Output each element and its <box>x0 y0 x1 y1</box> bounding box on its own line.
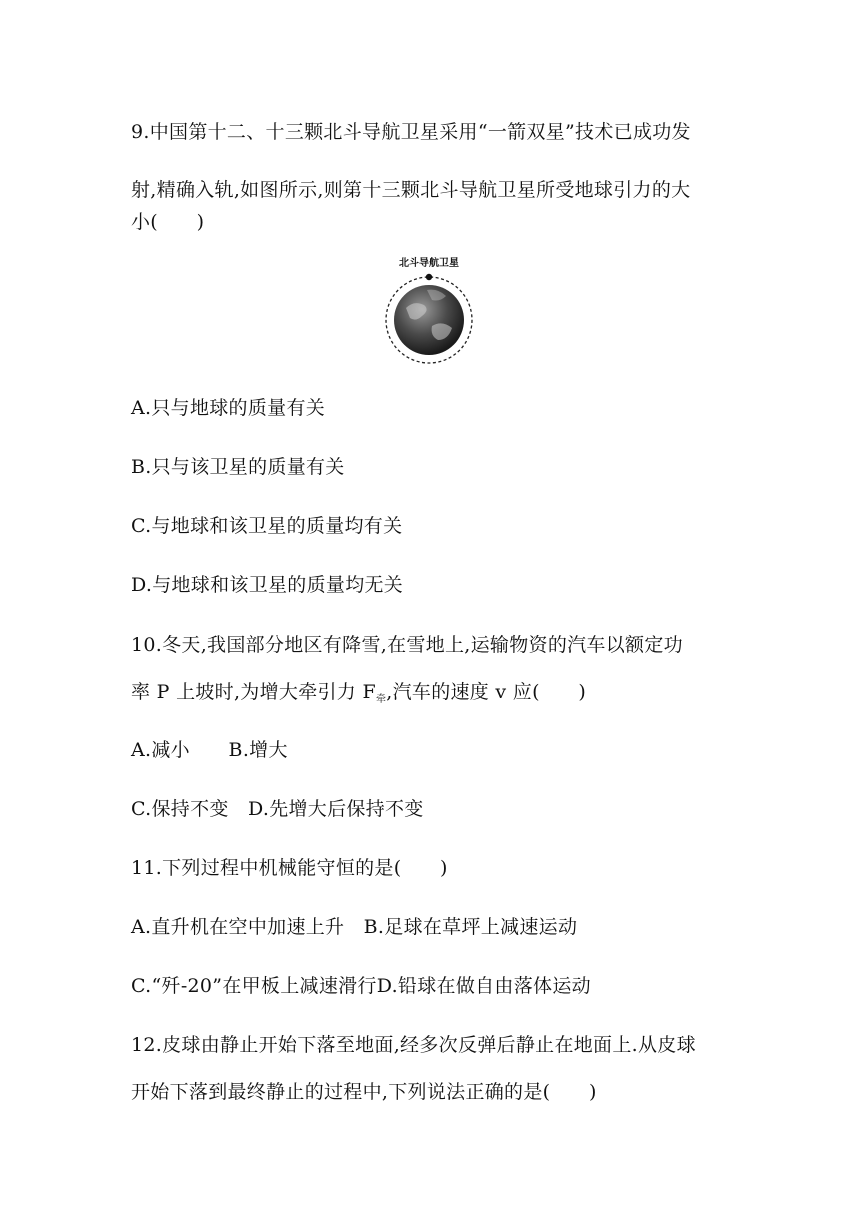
question-12-text-line-1: 12.皮球由静止开始下落至地面,经多次反弹后静止在地面上.从皮球 <box>131 1034 696 1056</box>
question-10-options-row-2: C.保持不变 D.先增大后保持不变 <box>131 798 424 820</box>
question-9-option-d: D.与地球和该卫星的质量均无关 <box>131 574 404 596</box>
question-11-options-row-2: C.“歼-20”在甲板上减速滑行D.铅球在做自由落体运动 <box>131 975 591 997</box>
question-9-text-line-1: 9.中国第十二、十三颗北斗导航卫星采用“一箭双星”技术已成功发 <box>131 121 691 143</box>
question-9-option-b: B.只与该卫星的质量有关 <box>131 456 345 478</box>
question-10-options-row-1: A.减小 B.增大 <box>131 739 288 761</box>
question-10-text-line-2 <box>131 677 586 704</box>
question-9-text-line-3: 小( ) <box>131 211 205 233</box>
satellite-label: 北斗导航卫星 <box>399 258 459 269</box>
question-12-text-line-2: 开始下落到最终静止的过程中,下列说法正确的是( ) <box>131 1081 597 1103</box>
question-10-text-before-sub: 率 P 上坡时,为增大牵引力 F <box>131 681 376 703</box>
question-10-subscript: 牵 <box>375 694 387 705</box>
question-11-text: 11.下列过程中机械能守恒的是( ) <box>131 857 448 879</box>
question-10-text-after-sub: ,汽车的速度 v 应( ) <box>386 681 587 703</box>
earth-globe <box>394 285 464 355</box>
earth-orbit-diagram <box>372 250 487 368</box>
question-10-text-line-1: 10.冬天,我国部分地区有降雪,在雪地上,运输物资的汽车以额定功 <box>131 634 683 656</box>
question-9-text-line-2: 射,精确入轨,如图所示,则第十三颗北斗导航卫星所受地球引力的大 <box>131 179 691 201</box>
earth-satellite-figure <box>372 250 487 368</box>
question-9-option-c: C.与地球和该卫星的质量均有关 <box>131 515 403 537</box>
question-9-option-a: A.只与地球的质量有关 <box>131 397 326 419</box>
satellite-dot <box>426 274 432 280</box>
question-11-options-row-1: A.直升机在空中加速上升 B.足球在草坪上减速运动 <box>131 916 578 938</box>
